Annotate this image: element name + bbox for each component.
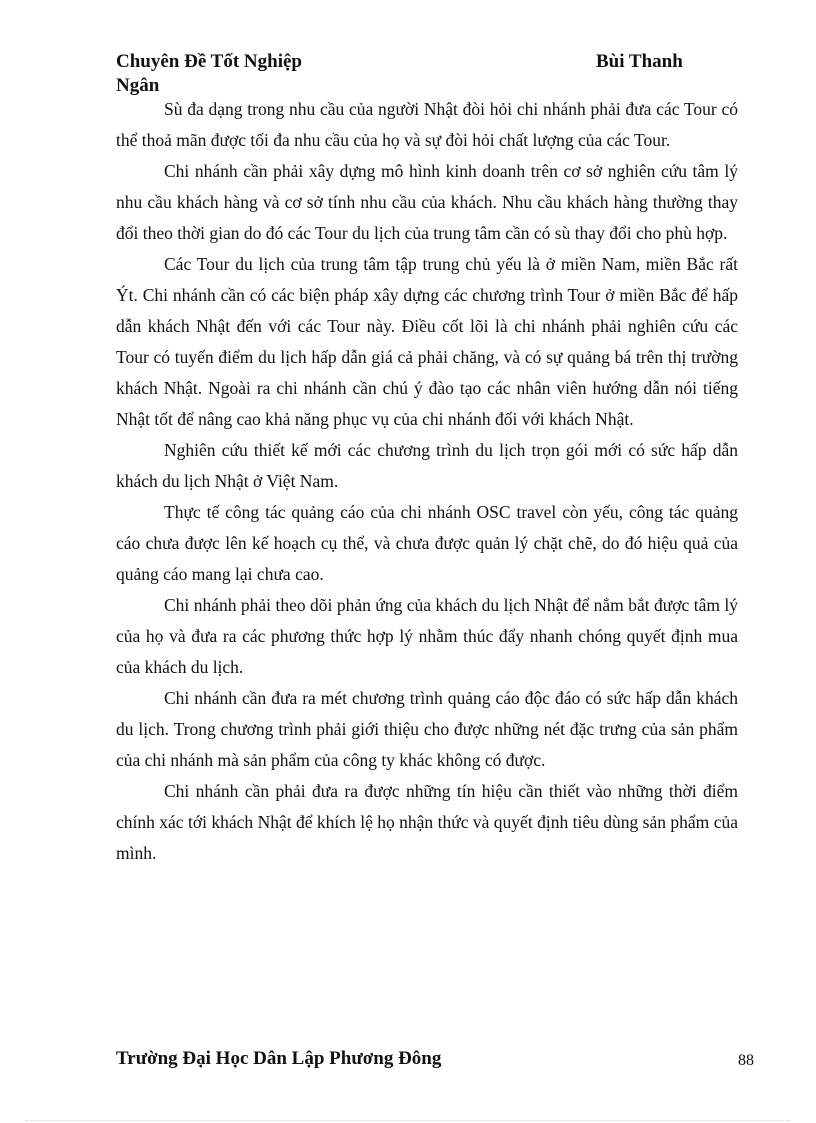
paragraph: Chi nhánh cần đưa ra mét chương trình quảng cáo độc đáo có sức hấp dẫn khách du lịch. Trong chương trình phải giới thiệu cho được những nét đặc trưng của sản phẩm của chi nhánh mà sản phẩm của công ty khác không có được. bbox=[116, 688, 738, 770]
paragraph: Nghiên cứu thiết kế mới các chương trình du lịch trọn gói mới có sức hấp dẫn khách du lịch Nhật ở Việt Nam. bbox=[116, 440, 738, 491]
header-author-continued: Ngân bbox=[116, 75, 160, 96]
body-text bbox=[116, 94, 738, 869]
paragraph: Thực tế công tác quảng cáo của chi nhánh OSC travel còn yếu, công tác quảng cáo chưa được lên kế hoạch cụ thể, và chưa được quản lý chặt chẽ, do đó hiệu quả của quảng cáo mang lại chưa cao. bbox=[116, 502, 738, 584]
header-author: Bùi Thanh bbox=[596, 51, 683, 72]
paragraph: Sù đa dạng trong nhu cầu của người Nhật đòi hỏi chi nhánh phải đưa các Tour có thể thoả mãn được tối đa nhu cầu của họ và sự đòi hỏi chất lượng của các Tour. bbox=[116, 99, 738, 150]
footer-school-name: Trường Đại Học Dân Lập Phương Đông bbox=[116, 1048, 442, 1069]
page-number: 88 bbox=[738, 1052, 754, 1069]
page-divider bbox=[26, 1120, 790, 1121]
paragraph: Chi nhánh cần phải đưa ra được những tín hiệu cần thiết vào những thời điểm chính xác tới khách Nhật để khích lệ họ nhận thức và quyết định tiêu dùng sản phẩm của mình. bbox=[116, 781, 738, 863]
header-title: Chuyên Đề Tốt Nghiệp bbox=[116, 51, 302, 72]
paragraph: Chi nhánh cần phải xây dựng mô hình kinh doanh trên cơ sở nghiên cứu tâm lý nhu cầu khách hàng và cơ sở tính nhu cầu của khách. Nhu cầu khách hàng thường thay đổi theo thời gian do đó các Tour du lịch của trung tâm cần có sù thay đổi cho phù hợp. bbox=[116, 161, 738, 243]
paragraph: Các Tour du lịch của trung tâm tập trung chủ yếu là ở miền Nam, miền Bắc rất Ýt. Chi nhánh cần có các biện pháp xây dựng các chương trình Tour ở miền Bắc để hấp dẫn khách Nhật đến với các Tour này. Điều cốt lõi là chi nhánh phải nghiên cứu các Tour có tuyến điểm du lịch hấp dẫn giá cả phải chăng, và có sự quảng bá trên thị trường khách Nhật. Ngoài ra chi nhánh cần chú ý đào tạo các nhân viên hướng dẫn nói tiếng Nhật tốt để nâng cao khả năng phục vụ của chi nhánh đối với khách Nhật. bbox=[116, 254, 738, 429]
paragraph: Chi nhánh phải theo dõi phản ứng của khách du lịch Nhật để nắm bắt được tâm lý của họ và đưa ra các phương thức hợp lý nhằm thúc đẩy nhanh chóng quyết định mua của khách du lịch. bbox=[116, 595, 738, 677]
